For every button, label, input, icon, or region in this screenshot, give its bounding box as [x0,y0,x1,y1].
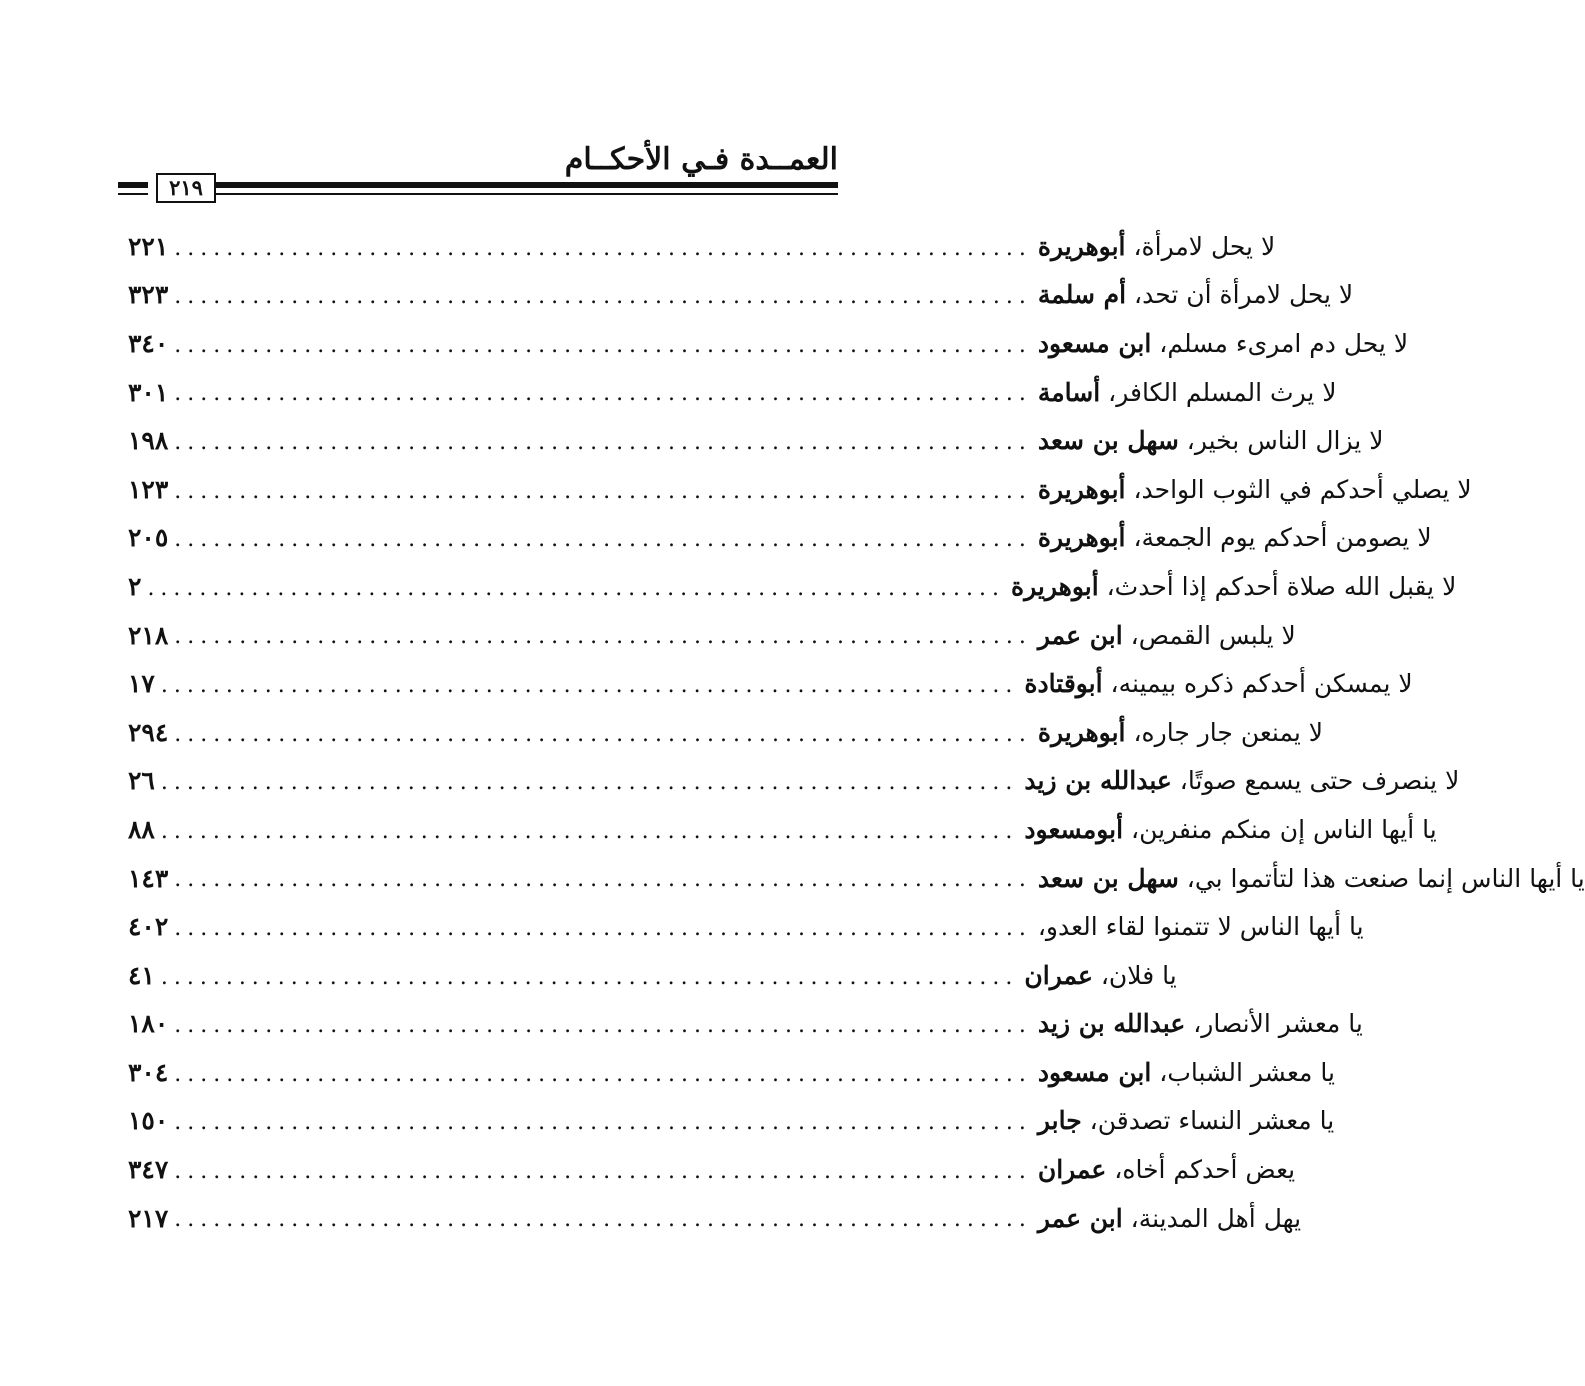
index-entry [128,805,1437,854]
narrator-name: أبوهريرة [1037,231,1126,261]
dot-leader: .................................................................. [174,1013,1032,1039]
dot-leader: .................................................................. [174,1158,1032,1184]
entry-page-number: ٢٠٥ [128,523,169,553]
hadith-incipit: لا يزال الناس بخير، [1186,426,1384,456]
hadith-incipit: لا يحل لامرأة، [1133,231,1276,261]
entry-text [1038,329,1408,358]
dot-leader: .................................................................. [174,915,1032,941]
header-rule-thick [216,182,838,188]
index-entry [128,757,1460,806]
dot-leader: .................................................................. [174,235,1032,261]
index-entry [128,1145,1296,1194]
index-entry [128,319,1409,368]
entry-page-number: ٤٠٢ [128,912,169,942]
entry-page-number: ١٢٣ [128,474,169,504]
dot-leader: .................................................................. [174,284,1032,310]
narrator-name: سهل بن سعد [1037,863,1179,893]
dot-leader: .................................................................. [174,381,1032,407]
narrator-name: أسامة [1037,377,1101,407]
dot-leader: .................................................................. [174,721,1032,747]
dot-leader: .................................................................. [174,1207,1032,1233]
narrator-name: ابن مسعود [1037,1057,1152,1087]
entry-page-number: ٤١ [128,960,155,990]
hadith-incipit: يا معشر النساء تصدقن، [1089,1106,1335,1136]
hadith-incipit: لا يمسكن أحدكم ذكره بيمينه، [1110,669,1413,699]
dot-leader: .................................................................. [147,575,1005,601]
hadith-incipit: يا أيها الناس لا تتمنوا لقاء العدو، [1037,912,1364,942]
page-number: ٢١٩ [156,173,216,203]
dot-leader: .................................................................. [174,867,1032,893]
entry-text [1024,669,1412,698]
page-header [118,138,838,208]
entry-page-number: ٢١٨ [128,620,169,650]
entry-page-number: ١٥٠ [128,1106,169,1136]
entry-text [1038,1009,1363,1038]
dot-leader: .................................................................. [160,672,1019,698]
header-rule-thin [216,193,838,195]
dot-leader: .................................................................. [174,1061,1032,1087]
entry-page-number: ٣٠٤ [128,1057,169,1087]
index-entry [128,1048,1335,1097]
dot-leader: .................................................................. [174,478,1032,504]
entry-text [1038,621,1296,650]
hadith-incipit: لا يحل دم امرىء مسلم، [1159,328,1409,358]
hadith-incipit: لا يلبس القمص، [1130,620,1296,650]
hadith-incipit: لا ينصرف حتى يسمع صوتًا، [1179,766,1460,796]
index-entry [128,708,1324,757]
narrator-name: أبوقتادة [1024,669,1103,699]
index-list [128,222,1585,1242]
hadith-incipit: لا يحل لامرأة أن تحد، [1134,280,1354,310]
hadith-incipit: لا يمنعن جار جاره، [1133,717,1324,747]
narrator-name: أبوهريرة [1037,523,1126,553]
entry-text [1024,766,1459,795]
index-entry [128,368,1337,417]
entry-page-number: ٣٤٠ [128,328,169,358]
index-entry [128,1097,1335,1146]
entry-page-number: ١٧ [128,669,155,699]
entry-page-number: ٢ [128,571,142,601]
index-entry [128,465,1472,514]
index-entry [128,902,1364,951]
narrator-name: أبوهريرة [1011,571,1099,601]
entry-text [1038,718,1323,747]
entry-page-number: ٨٨ [128,814,155,844]
dot-leader: .................................................................. [174,527,1032,553]
index-entry [128,951,1177,1000]
index-entry [128,1194,1302,1243]
hadith-incipit: يا معشر الشباب، [1159,1057,1335,1087]
narrator-name: أبوهريرة [1037,474,1126,504]
entry-page-number: ١٨٠ [128,1009,169,1039]
hadith-incipit: لا يصومن أحدكم يوم الجمعة، [1133,523,1432,553]
index-entry [128,659,1413,708]
entry-text [1038,864,1585,893]
narrator-name: عبدالله بن زيد [1037,1009,1186,1039]
index-entry [128,1000,1363,1049]
header-rule-stub [118,182,148,188]
hadith-incipit: لا يقبل الله صلاة أحدكم إذا أحدث، [1106,571,1457,601]
entry-page-number: ٢٢١ [128,231,169,261]
hadith-incipit: يعض أحدكم أخاه، [1114,1155,1296,1185]
dot-leader: .................................................................. [160,770,1019,796]
hadith-incipit: لا يرث المسلم الكافر، [1108,377,1337,407]
entry-page-number: ٣٢٣ [128,280,169,310]
entry-page-number: ٢١٧ [128,1203,169,1233]
index-entry [128,514,1432,563]
index-entry [128,271,1354,320]
hadith-incipit: لا يصلي أحدكم في الثوب الواحد، [1133,474,1472,504]
narrator-name: ابن عمر [1037,1203,1123,1233]
narrator-name: سهل بن سعد [1037,426,1179,456]
entry-page-number: ٢٦ [128,766,155,796]
index-entry [128,611,1296,660]
narrator-name: ابن عمر [1037,620,1123,650]
dot-leader: .................................................................. [174,624,1032,650]
book-title: العمــدة فـي الأحكــام [564,142,838,177]
dot-leader: .................................................................. [160,964,1019,990]
dot-leader: .................................................................. [160,818,1019,844]
entry-text [1038,523,1432,552]
entry-text [1038,1204,1301,1233]
dot-leader: .................................................................. [174,429,1032,455]
entry-text [1024,815,1436,844]
dot-leader: .................................................................. [174,1110,1032,1136]
hadith-incipit: يا فلان، [1100,960,1177,990]
narrator-name: أبوهريرة [1037,717,1126,747]
narrator-name: أم سلمة [1037,280,1127,310]
entry-text [1024,961,1176,990]
narrator-name: أبومسعود [1024,814,1124,844]
dot-leader: .................................................................. [174,332,1032,358]
index-entry [128,562,1457,611]
hadith-incipit: يا أيها الناس إنما صنعت هذا لتأتموا بي، [1186,863,1585,893]
entry-text [1038,1155,1295,1184]
entry-page-number: ٣٤٧ [128,1155,169,1185]
hadith-incipit: يا معشر الأنصار، [1193,1009,1363,1039]
hadith-incipit: يا أيها الناس إن منكم منفرين، [1131,814,1437,844]
entry-text [1011,572,1456,601]
entry-text [1038,1106,1334,1135]
narrator-name: جابر [1037,1106,1082,1136]
entry-text [1038,232,1275,261]
narrator-name: عمران [1037,1155,1107,1185]
entry-text [1038,280,1353,309]
entry-page-number: ٢٩٤ [128,717,169,747]
entry-text [1038,378,1337,407]
entry-text [1038,912,1364,941]
entry-text [1038,1058,1335,1087]
index-entry [128,222,1276,271]
entry-text [1038,426,1384,455]
hadith-incipit: يهل أهل المدينة، [1130,1203,1302,1233]
header-rule-stub [118,193,148,195]
narrator-name: عمران [1024,960,1093,990]
index-entry [128,854,1585,903]
narrator-name: عبدالله بن زيد [1024,766,1172,796]
index-entry [128,416,1384,465]
entry-page-number: ١٩٨ [128,426,169,456]
narrator-name: ابن مسعود [1037,328,1152,358]
entry-page-number: ٣٠١ [128,377,169,407]
entry-page-number: ١٤٣ [128,863,169,893]
entry-text [1038,475,1472,504]
